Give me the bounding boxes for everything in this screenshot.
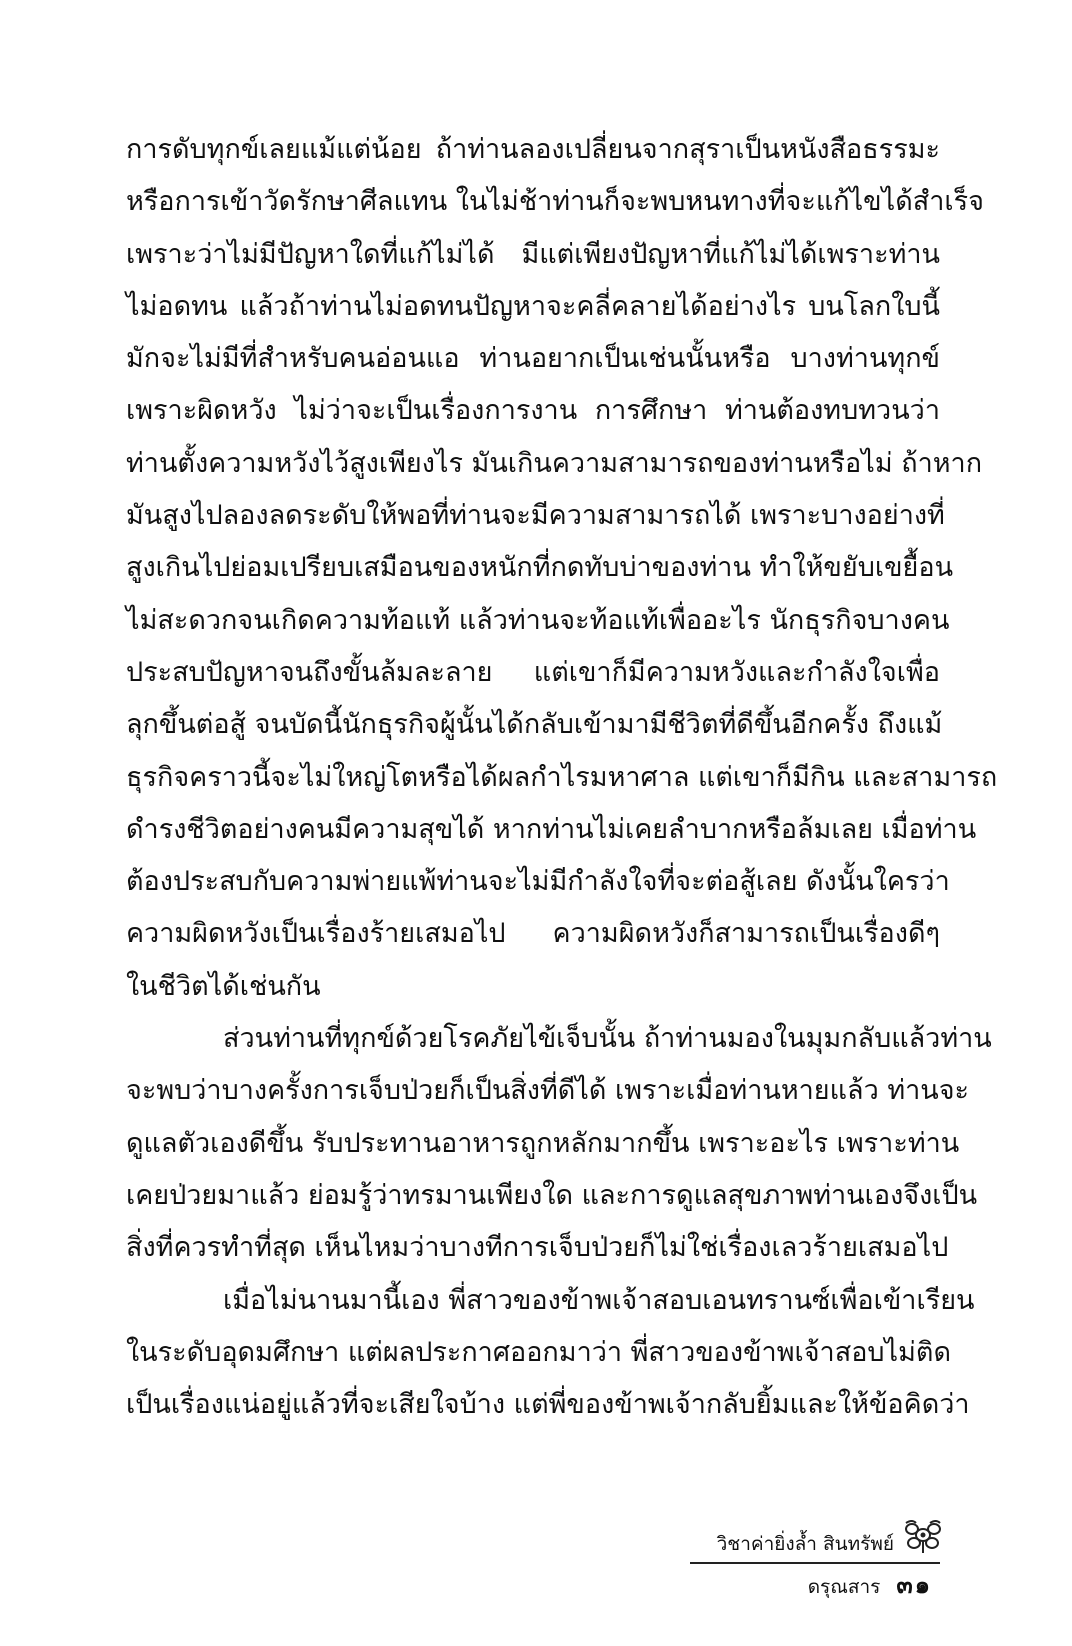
- text-line: ไม่อดทน แล้วถ้าท่านไม่อดทนปัญหาจะคลี่คลายได้อย่างไร บนโลกใบนี้: [126, 290, 940, 322]
- paragraph-start-line: ส่วนท่านที่ทุกข์ด้วยโรคภัยไข้เจ็บนั้น ถ้าท่านมองในมุมกลับแล้วท่าน: [223, 1023, 992, 1055]
- text-line: ธุรกิจคราวนี้จะไม่ใหญ่โตหรือได้ผลกำไรมหาศาล แต่เขาก็มีกิน และสามารถ: [126, 761, 998, 793]
- footer-page-info: [808, 1570, 932, 1602]
- text-line: มันสูงไปลองลดระดับให้พอที่ท่านจะมีความสามารถได้ เพราะบางอย่างที่: [126, 500, 945, 532]
- text-line: จะพบว่าบางครั้งการเจ็บป่วยก็เป็นสิ่งที่ดีได้ เพราะเมื่อท่านหายแล้ว ท่านจะ: [126, 1075, 970, 1107]
- text-line: ประสบปัญหาจนถึงขั้นล้มละลาย แต่เขาก็มีความหวังและกำลังใจเพื่อ: [126, 656, 940, 688]
- text-line: สูงเกินไปย่อมเปรียบเสมือนของหนักที่กดทับบ่าของท่าน ทำให้ขยับเขยื้อน: [126, 552, 954, 584]
- body-text: [126, 124, 998, 1431]
- text-line: ไม่สะดวกจนเกิดความท้อแท้ แล้วท่านจะท้อแท้เพื่ออะไร นักธุรกิจบางคน: [126, 604, 950, 636]
- text-line: การดับทุกข์เลยแม้แต่น้อย ถ้าท่านลองเปลี่ยนจากสุราเป็นหนังสือธรรมะ: [126, 134, 940, 165]
- text-line: ดูแลตัวเองดีขึ้น รับประทานอาหารถูกหลักมากขึ้น เพราะอะไร เพราะท่าน: [126, 1127, 960, 1159]
- text-line: หรือการเข้าวัดรักษาศีลแทน ในไม่ช้าท่านก็จะพบหนทางที่จะแก้ไขได้สำเร็จ: [126, 186, 984, 218]
- text-line: ความผิดหวังเป็นเรื่องร้ายเสมอไป ความผิดหวังก็สามารถเป็นเรื่องดีๆ: [126, 918, 940, 950]
- footer-rule: [690, 1562, 940, 1564]
- page-number: ๓๑: [896, 1571, 932, 1599]
- text-line: ดำรงชีวิตอย่างคนมีความสุขได้ หากท่านไม่เคยลำบากหรือล้มเลย เมื่อท่าน: [126, 813, 977, 845]
- text-line: เคยป่วยมาแล้ว ย่อมรู้ว่าทรมานเพียงใด และการดูแลสุขภาพท่านเองจึงเป็น: [126, 1179, 978, 1211]
- paragraph-end-line: สิ่งที่ควรทำที่สุด เห็นไหมว่าบางทีการเจ็บป่วยก็ไม่ใช่เรื่องเลวร้ายเสมอไป: [126, 1232, 949, 1264]
- flower-ornament-icon: [902, 1517, 944, 1555]
- text-line: ต้องประสบกับความพ่ายแพ้ท่านจะไม่มีกำลังใจที่จะต่อสู้เลย ดังนั้นใครว่า: [126, 866, 950, 898]
- text-line: เป็นเรื่องแน่อยู่แล้วที่จะเสียใจบ้าง แต่พี่ของข้าพเจ้ากลับยิ้มและให้ข้อคิดว่า: [126, 1389, 970, 1421]
- text-line: เพราะผิดหวัง ไม่ว่าจะเป็นเรื่องการงาน การศึกษา ท่านต้องทบทวนว่า: [126, 395, 940, 427]
- text-line: ในระดับอุดมศึกษา แต่ผลประกาศออกมาว่า พี่สาวของข้าพเจ้าสอบไม่ติด: [126, 1336, 951, 1368]
- publisher-name: ดรุณสาร: [807, 1576, 881, 1598]
- text-line: ลุกขึ้นต่อสู้ จนบัดนี้นักธุรกิจผู้นั้นได้กลับเข้ามามีชีวิตที่ดีขึ้นอีกครั้ง ถึงแม้: [126, 709, 943, 741]
- text-line: เพราะว่าไม่มีปัญหาใดที่แก้ไม่ได้ มีแต่เพียงปัญหาที่แก้ไม่ได้เพราะท่าน: [126, 238, 940, 270]
- book-title: วิชาค่ายิ่งล้ำ สินทรัพย์: [716, 1533, 894, 1555]
- text-line: ท่านตั้งความหวังไว้สูงเพียงไร มันเกินความสามารถของท่านหรือไม่ ถ้าหาก: [126, 447, 983, 479]
- paragraph-start-line: เมื่อไม่นานมานี้เอง พี่สาวของข้าพเจ้าสอบเอนทรานซ์เพื่อเข้าเรียน: [223, 1284, 975, 1316]
- paragraph-end-line: ในชีวิตได้เช่นกัน: [126, 970, 321, 1002]
- text-line: มักจะไม่มีที่สำหรับคนอ่อนแอ ท่านอยากเป็นเช่นนั้นหรือ บางท่านทุกข์: [126, 343, 940, 375]
